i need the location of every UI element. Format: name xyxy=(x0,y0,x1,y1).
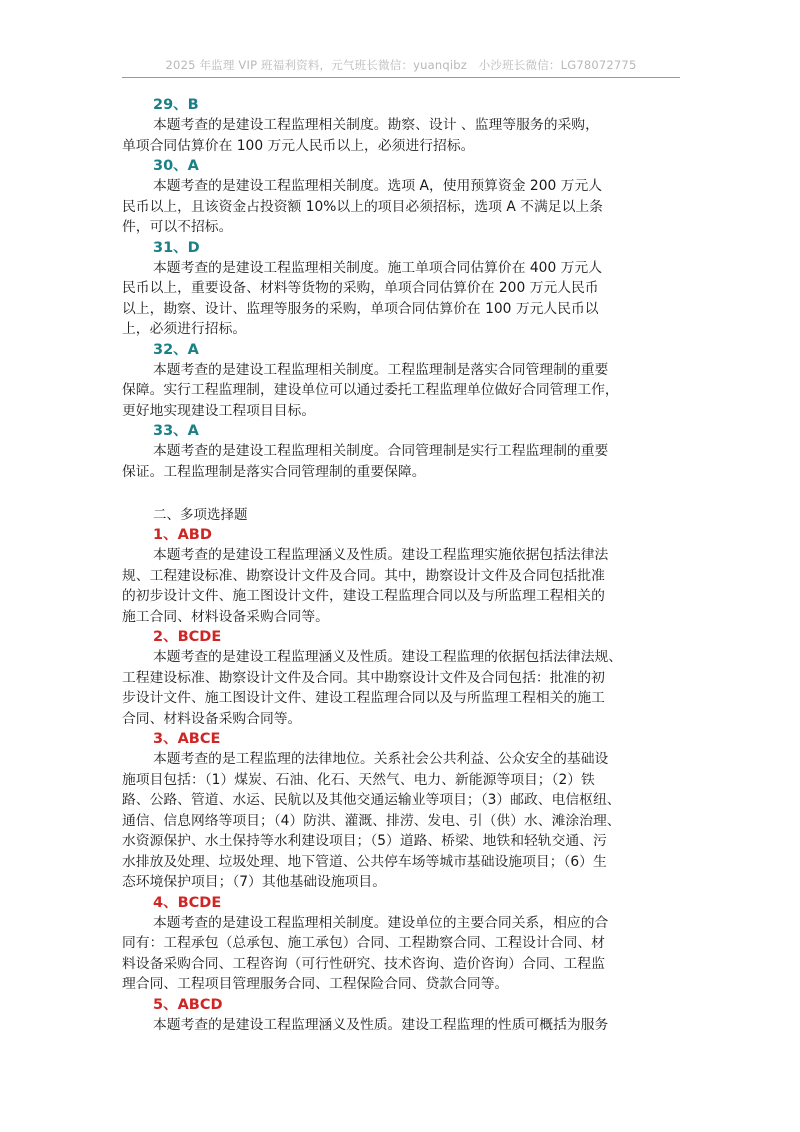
explanation-line: 的初步设计文件、施工图设计文件，建设工程监理合同以及与所监理工程相关的 xyxy=(122,588,605,604)
explanation-line: 本题考查的是建设工程监理相关制度。合同管理制是实行工程监理制的重要 xyxy=(153,443,609,459)
explanation-line: 规、工程建设标准、勘察设计文件及合同。其中，勘察设计文件及合同包括批准 xyxy=(122,567,605,584)
explanation-line: 理合同、工程项目管理服务合同、工程保险合同、贷款合同等。 xyxy=(122,976,509,992)
explanation-line: 本题考查的是工程监理的法律地位。关系社会公共利益、公众安全的基础设 xyxy=(153,751,609,767)
answer-block xyxy=(122,340,692,422)
explanation xyxy=(122,360,692,422)
explanation-line: 本题考查的是建设工程监理相关制度。工程监理制是落实合同管理制的重要 xyxy=(153,361,609,378)
single-choice-answers xyxy=(122,95,692,482)
answer-key: 32、A xyxy=(153,341,199,358)
explanation-line: 民币以上，且该资金占投资额 10%以上的项目必须招标，选项 A 不满足以上条 xyxy=(122,198,603,215)
explanation xyxy=(122,441,692,482)
explanation xyxy=(122,176,692,238)
explanation-line: 水排放及处理、垃圾处理、地下管道、公共停车场等城市基础设施项目；（6）生 xyxy=(122,853,607,870)
answer-key: 3、ABCE xyxy=(153,731,221,747)
explanation xyxy=(122,647,692,729)
explanation xyxy=(122,115,692,156)
explanation xyxy=(122,545,692,627)
explanation-line: 步设计文件、施工图设计文件、建设工程监理合同以及与所监理工程相关的施工 xyxy=(122,690,605,706)
explanation-line: 保障。实行工程监理制，建设单位可以通过委托工程监理单位做好合同管理工作， xyxy=(122,382,619,398)
explanation-line: 合同、材料设备采购合同等。 xyxy=(122,710,302,727)
explanation-line: 施工合同、材料设备采购合同等。 xyxy=(122,608,329,625)
explanation xyxy=(122,913,692,995)
explanation-line: 本题考查的是建设工程监理相关制度。施工单项合同估算价在 400 万元人 xyxy=(153,259,603,276)
explanation xyxy=(122,749,692,893)
explanation-line: 本题考查的是建设工程监理相关制度。勘察、设计 、监理等服务的采购， xyxy=(153,117,599,133)
answer-block xyxy=(122,995,692,1036)
explanation-line: 路、公路、管道、水运、民航以及其他交通运输业等项目；（3）邮政、电信枢纽、 xyxy=(122,792,621,808)
answer-key: 5、ABCD xyxy=(153,996,223,1013)
explanation-line: 工程建设标准、勘察设计文件及合同。其中勘察设计文件及合同包括：批准的初 xyxy=(122,669,605,686)
answer-key: 1、ABD xyxy=(153,527,212,543)
answer-key: 29、B xyxy=(153,97,199,113)
explanation-line: 更好地实现建设工程项目目标。 xyxy=(122,402,316,419)
answer-content xyxy=(122,95,692,1035)
header-rule xyxy=(122,77,680,78)
explanation xyxy=(122,1015,692,1036)
answer-block xyxy=(122,421,692,482)
answer-block xyxy=(122,95,692,156)
explanation-line: 本题考查的是建设工程监理相关制度。选项 A，使用预算资金 200 万元人 xyxy=(153,178,603,194)
answer-block xyxy=(122,238,692,340)
explanation-line: 水资源保护、水土保持等水利建设项目；（5）道路、桥梁、地铁和轻轨交通、污 xyxy=(122,833,607,849)
answer-key: 2、BCDE xyxy=(153,629,222,645)
explanation-line: 同有：工程承包（总承包、施工承包）合同、工程勘察合同、工程设计合同、材 xyxy=(122,935,605,951)
multi-choice-section-title: 二、多项选择题 xyxy=(153,507,248,523)
page-header-watermark: 2025 年监理 VIP 班福利资料，元气班长微信：yuanqibz 小沙班长微信：LG78072775 xyxy=(165,58,637,72)
answer-key: 33、A xyxy=(153,423,199,439)
explanation-line: 态环境保护项目；（7）其他基础设施项目。 xyxy=(122,874,387,890)
explanation-line: 本题考查的是建设工程监理相关制度。建设单位的主要合同关系，相应的合 xyxy=(153,914,609,931)
explanation-line: 民币以上，重要设备、材料等货物的采购，单项合同估算价在 200 万元人民币 xyxy=(122,280,599,296)
explanation-line: 施项目包括：（1）煤炭、石油、化石、天然气、电力、新能源等项目；（2）铁 xyxy=(122,771,595,788)
explanation-line: 保证。工程监理制是落实合同管理制的重要保障。 xyxy=(122,463,426,480)
explanation-line: 通信、信息网络等项目；（4）防洪、灌溉、排涝、发电、引（供）水、滩涂治理、 xyxy=(122,812,621,829)
answer-block xyxy=(122,627,692,729)
explanation xyxy=(122,258,692,340)
answer-block xyxy=(122,156,692,238)
answer-key: 30、A xyxy=(153,158,199,174)
multi-choice-answers xyxy=(122,525,692,1035)
answer-block xyxy=(122,729,692,893)
answer-key: 4、BCDE xyxy=(153,894,222,911)
answer-key: 31、D xyxy=(153,239,200,256)
explanation-line: 以上，勘察、设计、监理等服务的采购，单项合同估算价在 100 万元人民币以 xyxy=(122,300,599,317)
answer-block xyxy=(122,525,692,627)
answer-block xyxy=(122,893,692,995)
explanation-line: 本题考查的是建设工程监理涵义及性质。建设工程监理的性质可概括为服务 xyxy=(153,1016,609,1033)
explanation-line: 上，必须进行招标。 xyxy=(122,321,247,337)
explanation-line: 本题考查的是建设工程监理涵义及性质。建设工程监理的依据包括法律法规、 xyxy=(153,649,623,665)
explanation-line: 料设备采购合同、工程咨询（可行性研究、技术咨询、造价咨询）合同、工程监 xyxy=(122,955,605,972)
explanation-line: 本题考查的是建设工程监理涵义及性质。建设工程监理实施依据包括法律法 xyxy=(153,547,609,563)
explanation-line: 件，可以不招标。 xyxy=(122,219,233,235)
explanation-line: 单项合同估算价在 100 万元人民币以上，必须进行招标。 xyxy=(122,137,475,154)
